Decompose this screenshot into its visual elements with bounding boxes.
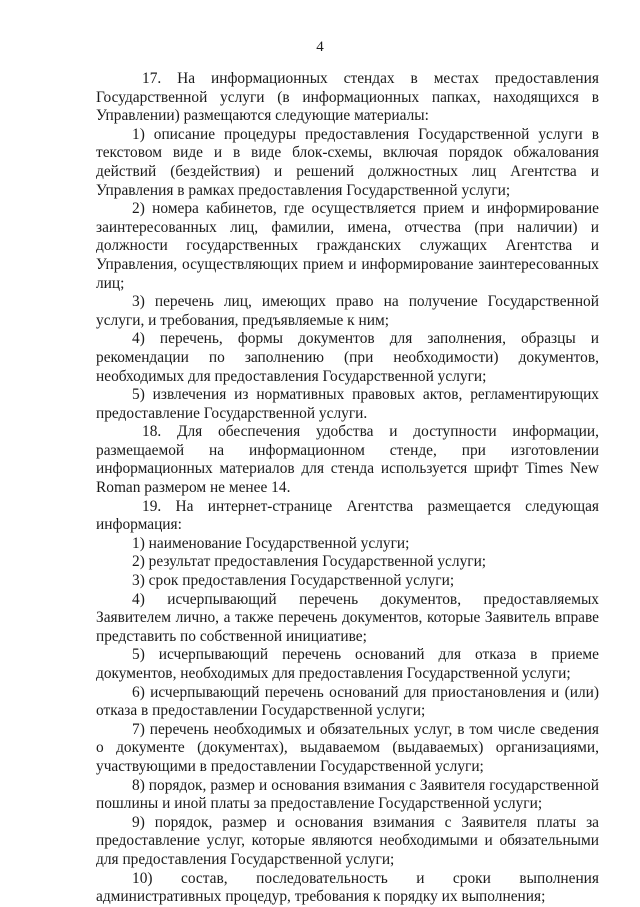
- clause-19-item-2: 2) результат предоставления Государственной услуги;: [132, 553, 487, 571]
- clause-19-item-9: 9) порядок, размер и основания взимания с Заявителя платы за предоставление услуг, которые являются необходимыми и обязательными для предоставления Государственной услуги;: [96, 813, 599, 868]
- clause-19-item-3: 3) срок предоставления Государственной услуги;: [132, 572, 455, 590]
- clause-19-item-1: 1) наименование Государственной услуги;: [132, 534, 410, 552]
- clause-17-item-5: 5) извлечения из нормативных правовых актов, регламентирующих предоставление Государственной услуги.: [96, 386, 599, 422]
- clause-17: 17. На информационных стендах в местах предоставления Государственной услуги (в информационных папках, находящихся в Управлении) размещаются следующие материалы:: [96, 70, 599, 125]
- clause-19-item-6: 6) исчерпывающий перечень оснований для приостановления и (или) отказа в предоставлении Государственной услуги;: [96, 683, 599, 720]
- clause-19: 19. На интернет-странице Агентства размещается следующая информация:: [96, 497, 599, 534]
- clause-19-item-7: 7) перечень необходимых и обязательных услуг, в том числе сведения о документе (документах), выдаваемом (выдаваемых) организациями, участвующими в предоставлении Государственной услуги;: [96, 720, 599, 775]
- clause-17-item-2: 2) номера кабинетов, где осуществляется прием и информирование заинтересованных лиц, фамилии, имена, отчества (при наличии) и должности государственных гражданских служащих Агентства и Управления, осуществляющих прием и информирование заинтересованных лиц;: [96, 200, 599, 292]
- document-body: [96, 70, 599, 907]
- page-number: 4: [316, 39, 324, 55]
- clause-17-item-4: 4) перечень, формы документов для заполнения, образцы и рекомендации по заполнению (при необходимости) документов, необходимых для предоставления Государственной услуги;: [96, 330, 599, 385]
- clause-17-item-1: 1) описание процедуры предоставления Государственной услуги в текстовом виде и в виде блок-схемы, включая порядок обжалования действий (бездействия) и решений должностных лиц Агентства и Управления в рамках предоставления Государственной услуги;: [96, 125, 599, 199]
- clause-19-item-8: 8) порядок, размер и основания взимания с Заявителя государственной пошлины и иной платы за предоставление Государственной услуги;: [96, 776, 599, 813]
- clause-18: 18. Для обеспечения удобства и доступности информации, размещаемой на информационном стенде, при изготовлении информационных материалов для стенда используется шрифт Times New Roman размером не менее 14.: [96, 423, 599, 497]
- clause-19-item-10: 10) состав, последовательность и сроки выполнения административных процедур, требования к порядку их выполнения;: [96, 869, 599, 906]
- clause-17-item-3: 3) перечень лиц, имеющих право на получение Государственной услуги, и требования, предъявляемые к ним;: [96, 293, 599, 329]
- clause-19-item-4: 4) исчерпывающий перечень документов, предоставляемых Заявителем лично, а также перечень документов, которые Заявитель вправе представить по собственной инициативе;: [96, 590, 599, 645]
- clause-19-item-5: 5) исчерпывающий перечень оснований для отказа в приеме документов, необходимых для предоставления Государственной услуги;: [96, 646, 599, 682]
